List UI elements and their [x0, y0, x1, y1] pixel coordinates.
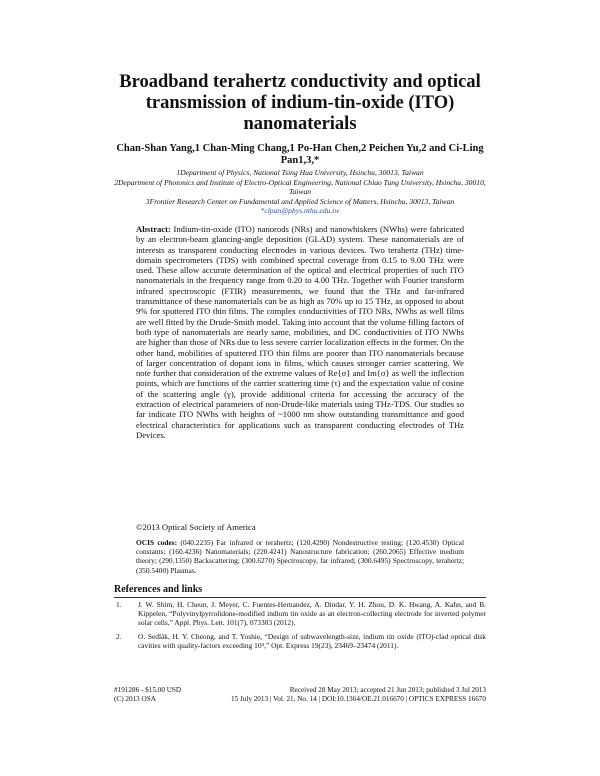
- references-heading: References and links: [114, 584, 203, 595]
- corresponding-email-link[interactable]: *clpan@phys.nthu.edu.tw: [260, 206, 340, 216]
- footer-citation: 15 July 2013 | Vol. 21, No. 14 | DOI:10.1364/OE.21.016670 | OPTICS EXPRESS 16670: [230, 695, 486, 704]
- page-footer: [114, 686, 486, 704]
- affiliation-2: 2Department of Photonics and Institute of Electro-Optical Engineering, National Chiao Tung University, Hsinchu, 30010, Taiwan: [114, 177, 486, 197]
- reference-number: 2.: [116, 631, 122, 641]
- footer-copyright: (C) 2013 OSA: [114, 695, 156, 704]
- paper-title: Broadband terahertz conductivity and optical transmission of indium-tin-oxide (ITO) nanomaterials: [119, 72, 481, 134]
- ocis-text: (040.2235) Far infrared or terahertz; (120.4290) Nondestructive testing; (120.4530) Optical constants; (160.4236) Nanomaterials; (220.4241) Nanostructure fabrication; (260.2065) Effective medium theory; (290.1350) Backscattering; (300.6270) Spectroscopy, far infrared; (300.6495) Spectroscopy, terahertz; (350.5400) Plasmas.: [136, 538, 464, 575]
- footer-dates: Received 28 May 2013; accepted 21 Jun 2013; published 3 Jul 2013: [289, 686, 486, 694]
- reference-item: [114, 600, 486, 628]
- affiliations: [110, 168, 490, 216]
- footer-price: #191286 - $15.00 USD: [114, 686, 182, 694]
- copyright-notice: ©2013 Optical Society of America: [136, 522, 256, 532]
- abstract: [136, 224, 464, 440]
- reference-text: O. Sedlák, H. Y. Cheong, and T. Yoshie, “Design of subwavelength-size, indium tin oxide (ITO)-clad optical disk cavities with quality-factors exceeding 10⁴,” Opt. Express 19(23), 23469–23474 (2011).: [138, 631, 486, 650]
- abstract-label: Abstract:: [136, 224, 171, 234]
- reference-list: [114, 600, 486, 654]
- affiliation-3: 3Frontier Research Center on Fundamental and Applied Science of Matters, Hsinchu, 30013, Taiwan: [145, 196, 455, 206]
- abstract-text: Indium-tin-oxide (ITO) nanorods (NRs) and nanowhiskers (NWhs) were fabricated by an electron-beam glancing-angle deposition (GLAD) system. These nanomaterials are of interests as transparent conducting electrodes in various devices. Two terahertz (THz) time-domain spectrometers (TDS) with combined spectral coverage from 0.15 to 9.00 THz were used. These allow accurate determination of the optical and electrical properties of such ITO nanomaterials in the frequency range from 0.20 to 4.00 THz. Together with Fourier transform infrared spectroscopic (FTIR) measurements, we found that the THz and far-infrared transmittance of these nanomaterials can be as high as 70% up to 15 THz, as opposed to about 9% for sputtered ITO thin films. The complex conductivities of ITO NRs, NWhs as well films are well fitted by the Drude-Smith model. Taking into account that the volume filling factors of both type of nanomaterials are nearly same, mobilities, and DC conductivities of ITO NWhs are higher than those of NRs due to less severe carrier localization effects in the former. On the other hand, mobilities of sputtered ITO thin films are poorer than ITO nanomaterials because of larger concentration of dopant ions in films, which causes stronger carrier scattering. We note further that consideration of the extreme values of Re{σ} and Im{σ} as well the inflection points, which are functions of the carrier scattering time (τ) and the expectation value of cosine of the scattering angle (γ), provide additional criteria for accessing the accuracy of the extraction of electrical parameters of non-Drude-like materials using THz-TDS. Our studies so far indicate ITO NWhs with heights of ~1000 nm show outstanding transmittance and good electrical characteristics for applications such as transparent conducting electrodes of THz Devices.: [136, 224, 464, 440]
- author-list: Chan-Shan Yang,1 Chan-Ming Chang,1 Po-Han Chen,2 Peichen Yu,2 and Ci-Ling Pan1,3,*: [116, 143, 484, 166]
- reference-item: [114, 632, 486, 650]
- references-divider: [114, 597, 486, 598]
- reference-number: 1.: [116, 600, 122, 609]
- ocis-codes: [136, 538, 464, 575]
- ocis-label: OCIS codes:: [136, 538, 178, 547]
- affiliation-1: 1Department of Physics, National Tsing Hua University, Hsinchu, 30013, Taiwan: [176, 168, 424, 177]
- reference-text: J. W. Shim, H. Cheun, J. Meyer, C. Fuentes-Hernandez, A. Dindar, Y. H. Zhou, D. K. Hwang, A. Kahn, and B. Kippelen, “Polyvinylpyrrolidone-modified indium tin oxide as an electron-collecting electrode for inverted polymer solar cells,” Appl. Phys. Lett. 101(7), 073303 (2012).: [138, 600, 486, 628]
